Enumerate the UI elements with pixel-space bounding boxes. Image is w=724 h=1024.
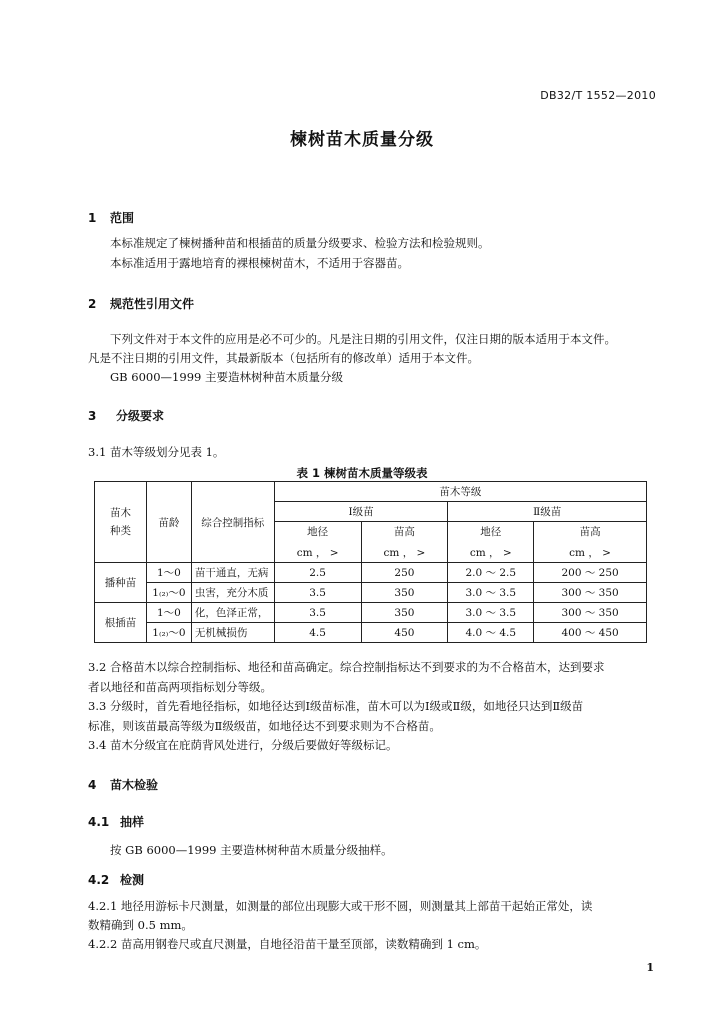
section-1-paragraph-2: 本标准适用于露地培育的裸根楝树苗木，不适用于容器苗。 (110, 256, 409, 270)
diameter-1-cell: 3.5 (274, 603, 361, 623)
header-control: 综合控制指标 (191, 482, 274, 563)
height-2-cell: 300 ～ 350 (534, 583, 647, 603)
control-cell: 虫害，充分木质 (191, 583, 274, 603)
section-number: 2 (88, 297, 97, 311)
clause-4-2-1b: 数精确到 0.5 mm。 (88, 918, 193, 932)
diameter-2-cell: 2.0 ～ 2.5 (448, 563, 534, 583)
grade-table (94, 481, 647, 643)
diameter-2-cell: 3.0 ～ 3.5 (448, 583, 534, 603)
section-1-paragraph-1: 本标准规定了楝树播种苗和根插苗的质量分级要求、检验方法和检验规则。 (110, 236, 490, 250)
subsection-title: 检测 (120, 873, 145, 887)
section-4-heading (88, 776, 158, 793)
header-diameter-1: 地径 cm ， > (274, 522, 361, 563)
section-1-heading (88, 209, 134, 226)
species-root-cutting: 根插苗 (95, 603, 147, 643)
section-number: 4 (88, 778, 97, 792)
standard-number: DB32/T 1552—2010 (540, 89, 656, 102)
height-2-cell: 400 ～ 450 (534, 623, 647, 643)
table-row (95, 603, 647, 623)
control-cell: 化，色泽正常， (191, 603, 274, 623)
clause-3-3a: 3.3 分级时，首先看地径指标，如地径达到Ⅰ级苗标准，苗木可以为Ⅰ级或Ⅱ级，如地径只达到Ⅱ级苗 (88, 699, 584, 713)
header-age: 苗龄 (146, 482, 191, 563)
subsection-title: 抽样 (120, 815, 145, 829)
table-row (95, 563, 647, 583)
section-2-reference: GB 6000—1999 主要造林树种苗木质量分级 (110, 370, 343, 384)
height-2-cell: 300 ～ 350 (534, 603, 647, 623)
clause-3-2b: 者以地径和苗高两项指标划分等级。 (88, 680, 272, 694)
table-caption: 表 1 楝树苗木质量等级表 (296, 466, 428, 480)
clause-4-2-2: 4.2.2 苗高用钢卷尺或直尺测量，自地径沿苗干量至顶部，读数精确到 1 cm。 (88, 937, 487, 951)
section-title: 分级要求 (116, 409, 165, 423)
diameter-2-cell: 4.0 ～ 4.5 (448, 623, 534, 643)
section-2-paragraph-1b: 凡是不注日期的引用文件，其最新版本（包括所有的修改单）适用于本文件。 (88, 351, 479, 365)
species-seedling: 播种苗 (95, 563, 147, 603)
height-1-cell: 350 (361, 583, 448, 603)
age-cell: 1～0 (146, 563, 191, 583)
height-2-cell: 200 ～ 250 (534, 563, 647, 583)
header-species: 苗木种类 (95, 482, 147, 563)
section-3-heading (88, 407, 164, 424)
section-2-paragraph-1a: 下列文件对于本文件的应用是必不可少的。凡是注日期的引用文件，仅注日期的版本适用于本文件。 (110, 332, 616, 346)
subsection-4-1-heading (88, 813, 144, 830)
section-number: 1 (88, 211, 97, 225)
header-grade-2: Ⅱ级苗 (448, 502, 647, 522)
height-1-cell: 450 (361, 623, 448, 643)
clause-3-4: 3.4 苗木分级宜在庇荫背风处进行，分级后要做好等级标记。 (88, 738, 398, 752)
header-grade: 苗木等级 (274, 482, 646, 502)
control-cell: 苗干通直，无病 (191, 563, 274, 583)
table-row (95, 623, 647, 643)
document-title: 楝树苗木质量分级 (290, 130, 434, 150)
section-title: 规范性引用文件 (110, 297, 195, 311)
clause-3-1: 3.1 苗木等级划分见表 1。 (88, 445, 225, 459)
header-diameter-2: 地径 cm ， > (448, 522, 534, 563)
table-row (95, 583, 647, 603)
subsection-4-1-paragraph: 按 GB 6000—1999 主要造林树种苗木质量分级抽样。 (110, 843, 393, 857)
clause-4-2-1a: 4.2.1 地径用游标卡尺测量，如测量的部位出现膨大或干形不圆，则测量其上部苗干起始正常处，读 (88, 899, 593, 913)
age-cell: 1₍₂₎～0 (146, 623, 191, 643)
section-title: 苗木检验 (110, 778, 159, 792)
diameter-1-cell: 3.5 (274, 583, 361, 603)
height-1-cell: 250 (361, 563, 448, 583)
section-title: 范围 (110, 211, 135, 225)
clause-3-3b: 标准，则该苗最高等级为Ⅱ级级苗，如地径达不到要求则为不合格苗。 (88, 719, 441, 733)
clause-3-2a: 3.2 合格苗木以综合控制指标、地径和苗高确定。综合控制指标达不到要求的为不合格苗木，达到要求 (88, 660, 605, 674)
section-number: 3 (88, 409, 97, 423)
subsection-4-2-heading (88, 871, 144, 888)
subsection-number: 4.2 (88, 873, 110, 887)
age-cell: 1₍₂₎～0 (146, 583, 191, 603)
page-number: 1 (646, 961, 654, 974)
subsection-number: 4.1 (88, 815, 110, 829)
table-header-row (95, 482, 647, 502)
header-grade-1: Ⅰ级苗 (274, 502, 448, 522)
header-height-2: 苗高 cm ， > (534, 522, 647, 563)
header-height-1: 苗高 cm ， > (361, 522, 448, 563)
diameter-2-cell: 3.0 ～ 3.5 (448, 603, 534, 623)
control-cell: 无机械损伤 (191, 623, 274, 643)
height-1-cell: 350 (361, 603, 448, 623)
section-2-heading (88, 295, 194, 312)
age-cell: 1～0 (146, 603, 191, 623)
diameter-1-cell: 2.5 (274, 563, 361, 583)
diameter-1-cell: 4.5 (274, 623, 361, 643)
